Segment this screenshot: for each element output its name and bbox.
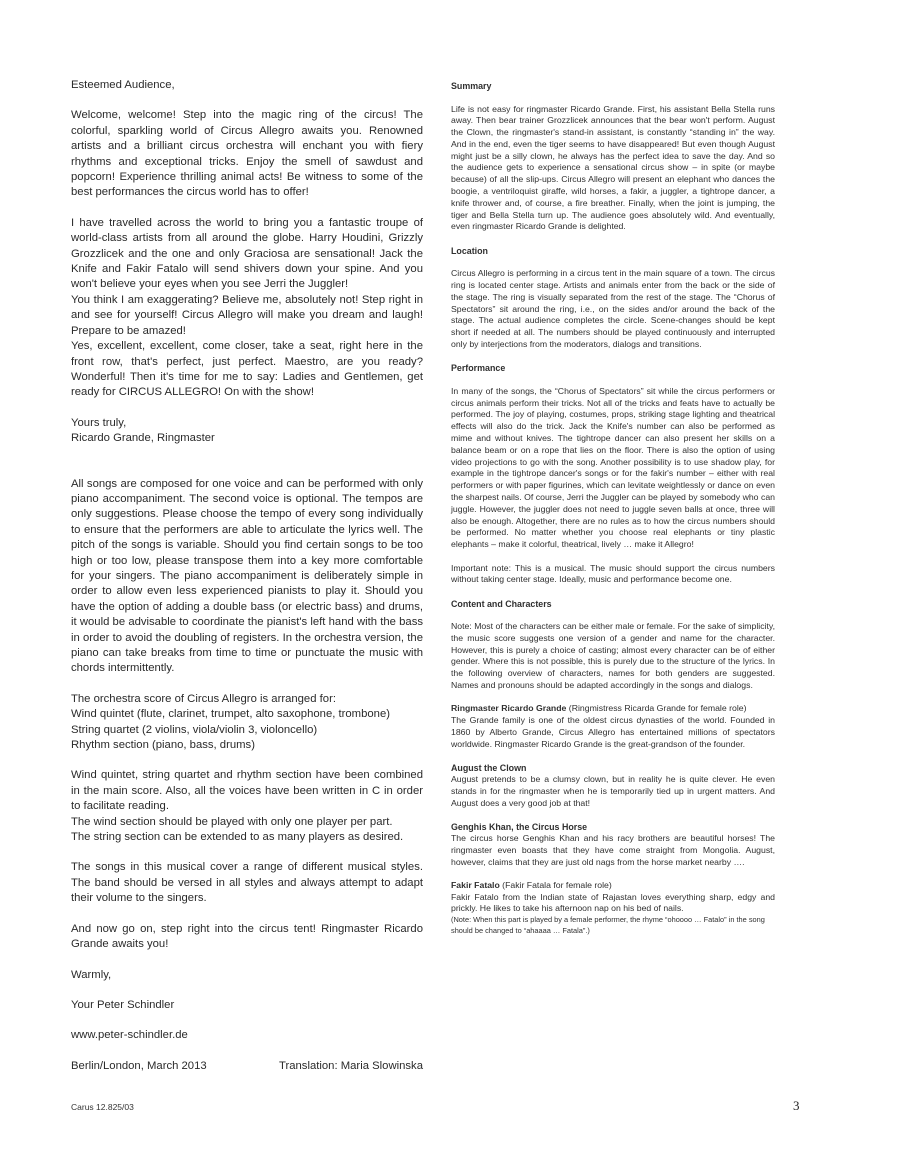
notes-paragraph-score: Wind quintet, string quartet and rhythm section have been combined in the main score. Also, all the voices have been written in C in order to facilitate reading. (71, 769, 423, 813)
letter-paragraph-exaggerating: You think I am exaggerating? Believe me, absolutely not! Step right in and see for yourself! Circus Allegro will make you dream and laugh! Prepare to be amazed! (71, 293, 423, 337)
performance-text: In many of the songs, the “Chorus of Spectators” sit while the circus performers or circus animals perform their tricks. Not all of the tricks and feats have to actually be performed. The joy of playing, costumes, props, striking stage lighting and theatrical effects will also do the trick. Jack the Knife's number can also be performed as mime and without knives. The tightrope dancer can also present her skills on a balance beam or on a rope that lies on the floor. There is also the option of using video projections to go with the song. Another possibility is to use shadow play, for example in the tightrope dancer's songs or for the fakir's number – either with real performers or with paper figurines, which can levitate weightlessly or dance on even the sharpest nails. Of course, Jerri the Juggler can be played by somebody who can juggle. However, the juggler does not need to juggle seven balls at once, three will also be enough. Altogether, there are no rules as to how the circus numbers should be performed. No matter whether you choose real elephants or tiny plastic elephants – make it colorful, theatrical, lively … make it Allegro! (451, 385, 775, 550)
character-ringmaster-title (451, 703, 775, 715)
page-number: 3 (793, 1098, 800, 1113)
letter-closing: Yours truly, (71, 416, 127, 429)
letter-signature: Ricardo Grande, Ringmaster (71, 432, 215, 445)
location-heading: Location (451, 245, 488, 256)
catalog-number: Carus 12.825/03 (71, 1102, 134, 1112)
notes-paragraph-goon: And now go on, step right into the circus tent! Ringmaster Ricardo Grande awaits you! (71, 922, 423, 951)
character-ringmaster-name: Ringmaster Ricardo Grande (451, 703, 567, 714)
letter-column (71, 78, 423, 1074)
notes-paragraph-styles: The songs in this musical cover a range of different musical styles. The band should be versed in all styles and always attempt to adapt their volume to the singers. (71, 861, 423, 905)
letter-paragraph-excellent: Yes, excellent, excellent, come closer, take a seat, right here in the front row, that's perfect, just perfect. Maestro, are you ready? Wonderful! Then it's time for me to say: Ladies and Gentlemen, get ready for CIRCUS ALLEGRO! On with the show! (71, 340, 423, 399)
character-august-text: August pretends to be a clumsy clown, but in reality he is quite clever. He even stands in for the ringmaster when he is temporarily tied up in urgent matters. And August does a very good job at that! (451, 774, 775, 808)
warmly: Warmly, (71, 968, 112, 981)
summary-text: Life is not easy for ringmaster Ricardo Grande. First, his assistant Bella Stella runs away. Then bear trainer Grozzlicek announces that the bear won't perform. August the Clown, the ringmaster's stand-in assistant, is constantly “standing in” the way. And in the end, even the tiger seems to have disappeared! But even though August might just be a silly clown, he always has the perfect idea to save the day. And so the audience gets to experience a sensational circus show – in spite (or maybe because) of all the slip-ups. Circus Allegro will present an elephant who dances the boogie, a ventriloquist giraffe, wild horses, a fakir, a juggler, a tightrope dancer, a knife thrower and, of course, a fire breather. Finally, when the joint is jumping, the tiger and Bella Stella turn up. The audience goes absolutely wild. And eventually, even ringmaster Ricardo Grande is delighted. (451, 103, 775, 232)
location-text: Circus Allegro is performing in a circus tent in the main square of a town. The circus ring is located center stage. Artists and animals enter from the back or the side of the stage. The ring is visually separated from the rest of the stage. The “Chorus of Spectators” sit around the ring, i.e., on the sides and/or around the back of the stage. The actual audience completes the circle. Scene-changes should be kept short if needed at all. The numbers should be played continuously and interrupted only by interjections from the moderators, dialogs and transitions. (451, 268, 775, 350)
orchestra-string: String quartet (2 violins, viola/violin 3, violoncello) (71, 723, 318, 736)
orchestra-rhythm: Rhythm section (piano, bass, drums) (71, 739, 255, 752)
content-heading: Content and Characters (451, 598, 552, 609)
orchestra-intro: The orchestra score of Circus Allegro is arranged for: (71, 692, 336, 705)
character-ringmaster-text: The Grande family is one of the oldest circus dynasties of the world. Founded in 1860 by Alberto Grande, Circus Allegro has entertained millions of spectators worldwide. Ringmaster Ricardo Grande is the great-grandson of the founder. (451, 715, 775, 749)
dateline (71, 1059, 423, 1074)
translation-credit: Translation: Maria Slowinska (279, 1059, 423, 1072)
notes-paragraph-wind: The wind section should be played with only one player per part. (71, 815, 393, 828)
place-date: Berlin/London, March 2013 (71, 1059, 207, 1072)
website-link[interactable]: www.peter-schindler.de (71, 1029, 188, 1042)
character-fakir-alt: (Fakir Fatala for female role) (499, 879, 612, 890)
character-genghis-text: The circus horse Genghis Khan and his racy brothers are beautiful horses! The ringmaster even boasts that they have come straight from Mongolia. August, however, claims that they are just old nags from the horse market nearby …. (451, 832, 775, 867)
character-august-name: August the Clown (451, 763, 527, 774)
character-fakir-text: Fakir Fatalo from the Indian state of Rajastan loves everything sharp, edgy and prickly. He likes to take his afternoon nap on his bed of nails. (451, 891, 775, 914)
character-fakir-title (451, 880, 775, 892)
character-genghis-name: Genghis Khan, the Circus Horse (451, 821, 588, 832)
character-ringmaster-alt: (Ringmistress Ricarda Grande for female role) (566, 703, 747, 714)
notes-paragraph-songs: All songs are composed for one voice and can be performed with only piano accompaniment. The second voice is optional. The tempos are only suggestions. Please choose the tempo of every song individually to ensure that the performers are able to articulate the lyrics well. The pitch of the songs is variable. Should you find certain songs to be too high or too low, please transpose them into a key more comfortable for your singers. The piano accompaniment is deliberately simple in order to allow even less experienced pianists to play it. Should you have the option of adding a double bass (or electric bass) and drums, it would be advisable to coordinate the pianist's left hand with the bass in order to avoid the doubling of registers. In the orchestra version, the piano can take breaks from time to time or punctuate the music with chords intermittently. (71, 477, 423, 675)
author: Your Peter Schindler (71, 998, 175, 1011)
letter-paragraph-welcome: Welcome, welcome! Step into the magic ring of the circus! The colorful, sparkling world of Circus Allegro awaits you. Renowned artists and a brilliant circus orchestra will enchant you with fiery rhythms and exceptional tricks. Enjoy the smell of sawdust and popcorn! Experience thrilling animal acts! Be witness to some of the best performances the circus world has to offer! (71, 109, 423, 199)
character-fakir-note: (Note: When this part is played by a female performer, the rhyme “ohoooo … Fatalo” in the song should be changed to “ahaaaa … Fatala”.) (451, 915, 765, 935)
salutation: Esteemed Audience, (71, 79, 175, 91)
important-note: Important note: This is a musical. The music should support the circus numbers without taking center stage. Ideally, music and performance become one. (451, 562, 775, 585)
character-fakir-name: Fakir Fatalo (451, 879, 500, 890)
orchestra-wind: Wind quintet (flute, clarinet, trumpet, alto saxophone, trombone) (71, 708, 390, 721)
letter-paragraph-troupe: I have travelled across the world to bring you a fantastic troupe of world-class artists from all around the globe. Harry Houdini, Grizzly Grozzlicek and the one and only Graciosa are sensational! Jack the Knife and Fakir Fatalo will send shivers down your spine. And you won't believe your eyes when you see Jerri the Juggler! (71, 216, 423, 291)
performance-heading: Performance (451, 363, 506, 374)
notes-paragraph-string: The string section can be extended to as many players as desired. (71, 831, 404, 844)
summary-heading: Summary (451, 81, 492, 91)
info-column (451, 80, 775, 936)
content-note: Note: Most of the characters can be either male or female. For the sake of simplicity, the music score suggests one version of a gender and name for the character. However, this is purely a choice of casting; almost every character can be of either gender. Where this is not possible, this is purely due to the structure of the lyrics. In the following overview of characters, names for both genders are suggested. Names and pronouns should be adapted accordingly in the songs and dialogs. (451, 621, 775, 691)
